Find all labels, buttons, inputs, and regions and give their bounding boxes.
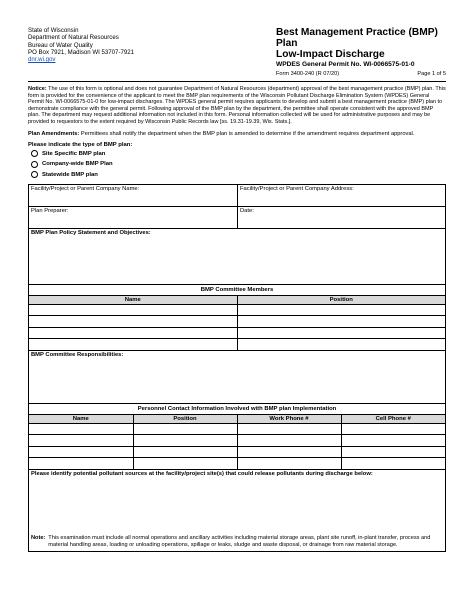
pollutants-section xyxy=(29,469,445,551)
page-number: Page 1 of 5 xyxy=(417,71,446,77)
table-cell[interactable] xyxy=(237,458,341,469)
table-cell[interactable] xyxy=(237,304,445,316)
option-label: Statewide BMP plan xyxy=(42,171,98,178)
form-title: Best Management Practice (BMP) Plan xyxy=(276,27,438,49)
table-row xyxy=(29,446,445,458)
form-grid xyxy=(28,184,446,552)
table-cell[interactable] xyxy=(29,304,237,316)
form-meta xyxy=(276,71,446,77)
table-cell[interactable] xyxy=(29,327,237,339)
responsibilities-label: BMP Committee Responsibilities: xyxy=(31,351,124,358)
plan-type-option-statewide[interactable] xyxy=(31,169,446,180)
responsibilities-section xyxy=(29,350,445,403)
table-row xyxy=(29,316,445,328)
table-cell[interactable] xyxy=(341,435,445,447)
header-divider xyxy=(28,81,446,82)
table-cell[interactable] xyxy=(29,339,237,350)
policy-text-area[interactable] xyxy=(29,237,445,284)
radio-button[interactable] xyxy=(31,161,38,168)
table-cell[interactable] xyxy=(237,339,445,350)
option-label: Site Specific BMP plan xyxy=(42,150,106,157)
notice-paragraph xyxy=(28,86,446,126)
table-cell[interactable] xyxy=(341,446,445,458)
permit-number: WPDES General Permit No. WI-0066575-01-0 xyxy=(276,61,415,68)
table-cell[interactable] xyxy=(29,435,133,447)
facility-name-field[interactable] xyxy=(29,185,237,206)
agency-line: State of Wisconsin xyxy=(28,27,79,34)
pollutants-note xyxy=(29,534,445,551)
form-number: Form 3400-240 (R 07/20) xyxy=(276,71,340,77)
preparer-row xyxy=(29,206,445,228)
table-cell[interactable] xyxy=(29,316,237,328)
table-cell[interactable] xyxy=(29,446,133,458)
table-row xyxy=(29,458,445,469)
agency-block xyxy=(28,27,228,77)
pollutants-text-area[interactable] xyxy=(29,478,445,534)
table-cell[interactable] xyxy=(29,423,133,435)
notice-label: Notice: xyxy=(28,86,47,92)
note-label: Note: xyxy=(31,534,46,541)
plan-type-option-site[interactable] xyxy=(31,148,446,159)
contacts-table xyxy=(29,414,445,469)
agency-line: Bureau of Water Quality xyxy=(28,41,93,49)
option-label: Company-wide BMP Plan xyxy=(42,161,113,168)
table-cell[interactable] xyxy=(237,435,341,447)
amendments-text: Permittees shall notify the department when the BMP plan is amended to determine if the amendment requires department approval. xyxy=(80,130,415,137)
table-cell[interactable] xyxy=(133,435,237,447)
radio-button[interactable] xyxy=(31,150,38,157)
pollutants-label: Please identify potential pollutant sources at the facility/project site(s) that could release pollutants during discharge below: xyxy=(31,470,373,477)
plan-type-question: Please indicate the type of BMP plan: xyxy=(28,142,133,149)
field-label: Facility/Project or Parent Company Name: xyxy=(31,185,140,192)
title-block xyxy=(276,27,446,77)
table-cell[interactable] xyxy=(341,458,445,469)
plan-type-group xyxy=(28,142,446,180)
field-label: Date: xyxy=(240,207,254,214)
column-header: Position xyxy=(237,295,445,304)
form-subtitle: Low-Impact Discharge xyxy=(276,49,385,60)
table-row xyxy=(29,327,445,339)
column-header: Name xyxy=(29,414,133,423)
committee-section xyxy=(29,284,445,350)
contacts-section xyxy=(29,403,445,469)
contacts-caption: Personnel Contact Information Involved with BMP plan Implementation xyxy=(137,405,337,412)
column-header: Name xyxy=(29,295,237,304)
notice-text: The use of this form is optional and does not guarantee Department of Natural Resources (department) approval of the best management practice (BMP) plan. This form is provided for the convenience of the applicant to meet the BMP plan requirements of the Wisconsin Pollutant Discharge Elimination System (WPDES) General Permit No. WI-0066575-01-0 for low-impact discharges. The WPDES general permit requires applicants to develop and submit a best management practice (BMP) plan to demonstrate compliance with the general permit. Following approval of the BMP plan by the department, the permittee shall operate consistent with the approved BMP plan. The department may request additional information not included in this form. Personal information collected will be used for administrative purposes and may be provided to requestors to the extent required by Wisconsin Public Records law [ss. 19.31-19.39, Wis. Stats.]. xyxy=(28,86,446,125)
table-cell[interactable] xyxy=(133,446,237,458)
table-row xyxy=(29,304,445,316)
table-cell[interactable] xyxy=(29,458,133,469)
radio-button[interactable] xyxy=(31,171,38,178)
table-row xyxy=(29,423,445,435)
table-row xyxy=(29,435,445,447)
agency-line: PO Box 7921, Madison WI 53707-7921 xyxy=(28,48,135,56)
table-cell[interactable] xyxy=(237,316,445,328)
table-cell[interactable] xyxy=(237,423,341,435)
amendments-paragraph xyxy=(28,131,446,138)
field-label: Plan Preparer: xyxy=(31,207,69,214)
table-cell[interactable] xyxy=(341,423,445,435)
policy-label: BMP Plan Policy Statement and Objectives: xyxy=(31,229,151,236)
committee-caption: BMP Committee Members xyxy=(200,286,274,293)
table-cell[interactable] xyxy=(133,423,237,435)
facility-address-field[interactable] xyxy=(237,185,445,206)
column-header: Cell Phone # xyxy=(341,414,445,423)
committee-table xyxy=(29,295,445,350)
field-label: Facility/Project or Parent Company Address: xyxy=(240,185,354,192)
plan-preparer-field[interactable] xyxy=(29,207,237,228)
plan-type-option-company[interactable] xyxy=(31,159,446,170)
form-header xyxy=(28,27,446,77)
facility-row xyxy=(29,185,445,206)
column-header: Work Phone # xyxy=(237,414,341,423)
responsibilities-text-area[interactable] xyxy=(29,359,445,403)
table-cell[interactable] xyxy=(237,446,341,458)
note-text: This examination must include all normal operations and ancillary activities including material storage areas, plant site runoff, in-plant transfer, process and material handling areas, loading or unloading operations, spillage or leaks, sludge and waste disposal, or drainage from raw material storage. xyxy=(48,534,431,548)
agency-line: Department of Natural Resources xyxy=(28,34,119,42)
amendments-label: Plan Amendments: xyxy=(28,130,80,137)
column-header: Position xyxy=(133,414,237,423)
date-field[interactable] xyxy=(237,207,445,228)
table-cell[interactable] xyxy=(133,458,237,469)
table-cell[interactable] xyxy=(237,327,445,339)
policy-section xyxy=(29,228,445,284)
agency-website-link[interactable]: dnr.wi.gov xyxy=(28,56,56,64)
table-row xyxy=(29,339,445,350)
